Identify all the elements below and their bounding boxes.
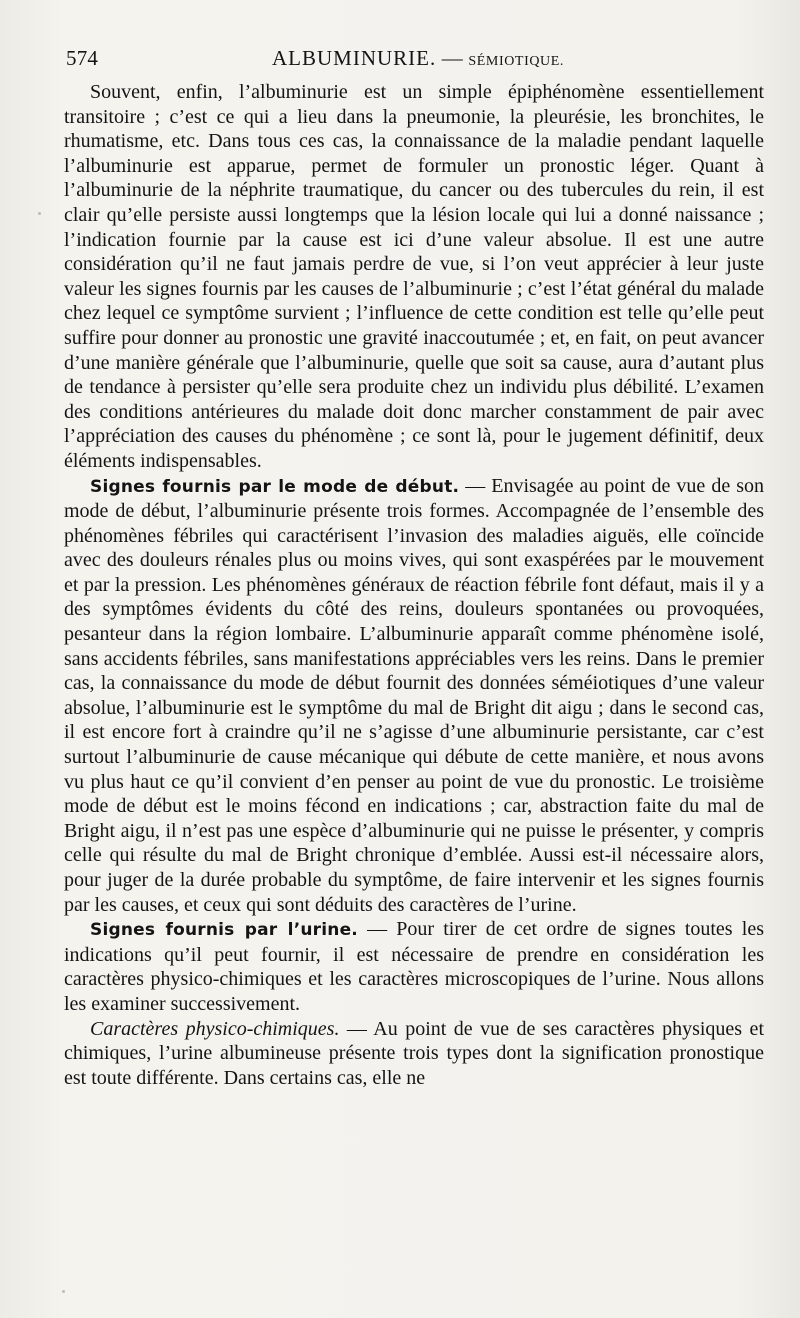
running-title xyxy=(272,46,564,71)
section-heading-physico-chimiques: Caractères physico-chimiques. xyxy=(90,1017,340,1040)
section-heading-urine: Signes fournis par l’urine. xyxy=(90,920,358,941)
paper-speck xyxy=(62,1290,65,1293)
paragraph-mode-debut xyxy=(64,474,764,918)
paragraph-urine xyxy=(64,917,764,1016)
paragraph-text: — Pour tirer de cet ordre de signes toutes les indications qu’il peut fournir, il est nécessaire de prendre en considération les caractères physico-chimiques et les caractères microscopiques de l’urine. Nous allons les examiner successivement. xyxy=(64,918,764,1015)
running-header xyxy=(64,46,764,80)
running-title-separator: — xyxy=(436,46,469,70)
running-title-sub: SÉMIOTIQUE. xyxy=(468,54,565,69)
running-title-main: ALBUMINURIE. xyxy=(272,46,437,70)
paragraph-text: Souvent, enfin, l’albuminurie est un simple épiphénomène essentiellement transitoire ; c’est ce qui a lieu dans la pneumonie, la pleurésie, les bronchites, le rhumatisme, etc. Dans tous ces cas, la connaissance de la maladie pendant laquelle l’albuminurie est apparue, permet de formuler un pronostic léger. Quant à l’albuminurie de la néphrite traumatique, du cancer ou des tubercules du rein, il est clair qu’elle persiste aussi longtemps que la lésion locale qui lui a donné naissance ; l’indication fournie par la cause est ici d’une valeur absolue. Il est une autre considération qu’il ne faut jamais perdre de vue, si l’on veut apprécier à leur juste valeur les signes fournis par les causes de l’albuminurie ; c’est l’état général du malade chez lequel ce symptôme survient ; l’influence de cette condition est telle qu’elle peut suffire pour donner au pronostic une gravité inaccoutumée ; et, en fait, on peut avancer d’une manière générale que l’albuminurie, quelle que soit sa cause, aura d’autant plus de tendance à persister qu’elle sera produite chez un individu plus débilité. L’examen des conditions antérieures du malade doit donc marcher constamment de pair avec l’appréciation des causes du phénomène ; ce sont là, pour le jugement définitif, deux éléments indispensables. xyxy=(64,81,764,472)
body-text xyxy=(64,80,764,1090)
page-number: 574 xyxy=(66,46,99,70)
paragraph-physico-chimiques xyxy=(64,1017,764,1091)
paragraph-text: — Au point de vue de ses caractères physiques et chimiques, l’urine albumineuse présente trois types dont la signification pronostique est toute différente. Dans certains cas, elle ne xyxy=(64,1017,764,1089)
margin-mark xyxy=(38,212,41,215)
paragraph-text: — Envisagée au point de vue de son mode de début, l’albuminurie présente trois formes. Accompagnée de l’ensemble des phénomènes fébriles qui caractérisent l’invasion des maladies aiguës, elle coïncide avec des douleurs rénales plus ou moins vives, qui sont exaspérées par le mouvement et par la pression. Les phénomènes généraux de réaction fébrile font défaut, mais il y a des symptômes évidents du côté des reins, douleurs spontanées ou provoquées, pesanteur dans la région lombaire. L’albuminurie apparaît comme phénomène isolé, sans accidents fébriles, sans manifestations appréciables vers les reins. Dans le premier cas, la connaissance du mode de début fournit des données séméiotiques d’une valeur absolue, l’albuminurie est le symptôme du mal de Bright dit aigu ; dans le second cas, il est encore fort à craindre qu’il ne s’agisse d’une albuminurie persistante, car c’est surtout l’albuminurie de cause mécanique qui débute de cette manière, et nous avons vu plus haut ce qu’il convient d’en penser au point de vue du pronostic. Le troisième mode de début est le moins fécond en indications ; car, abstraction faite du mal de Bright aigu, il n’est pas une espèce d’albuminurie qui ne puisse le présenter, y compris celle qui résulte du mal de Bright chronique d’emblée. Aussi est-il nécessaire alors, pour juger de la durée probable du symptôme, de faire intervenir et les signes fournis par les causes, et ceux qui sont déduits des caractères de l’urine. xyxy=(64,474,765,916)
paragraph-causes xyxy=(64,80,764,474)
section-heading-mode-debut: Signes fournis par le mode de début. xyxy=(90,476,460,497)
